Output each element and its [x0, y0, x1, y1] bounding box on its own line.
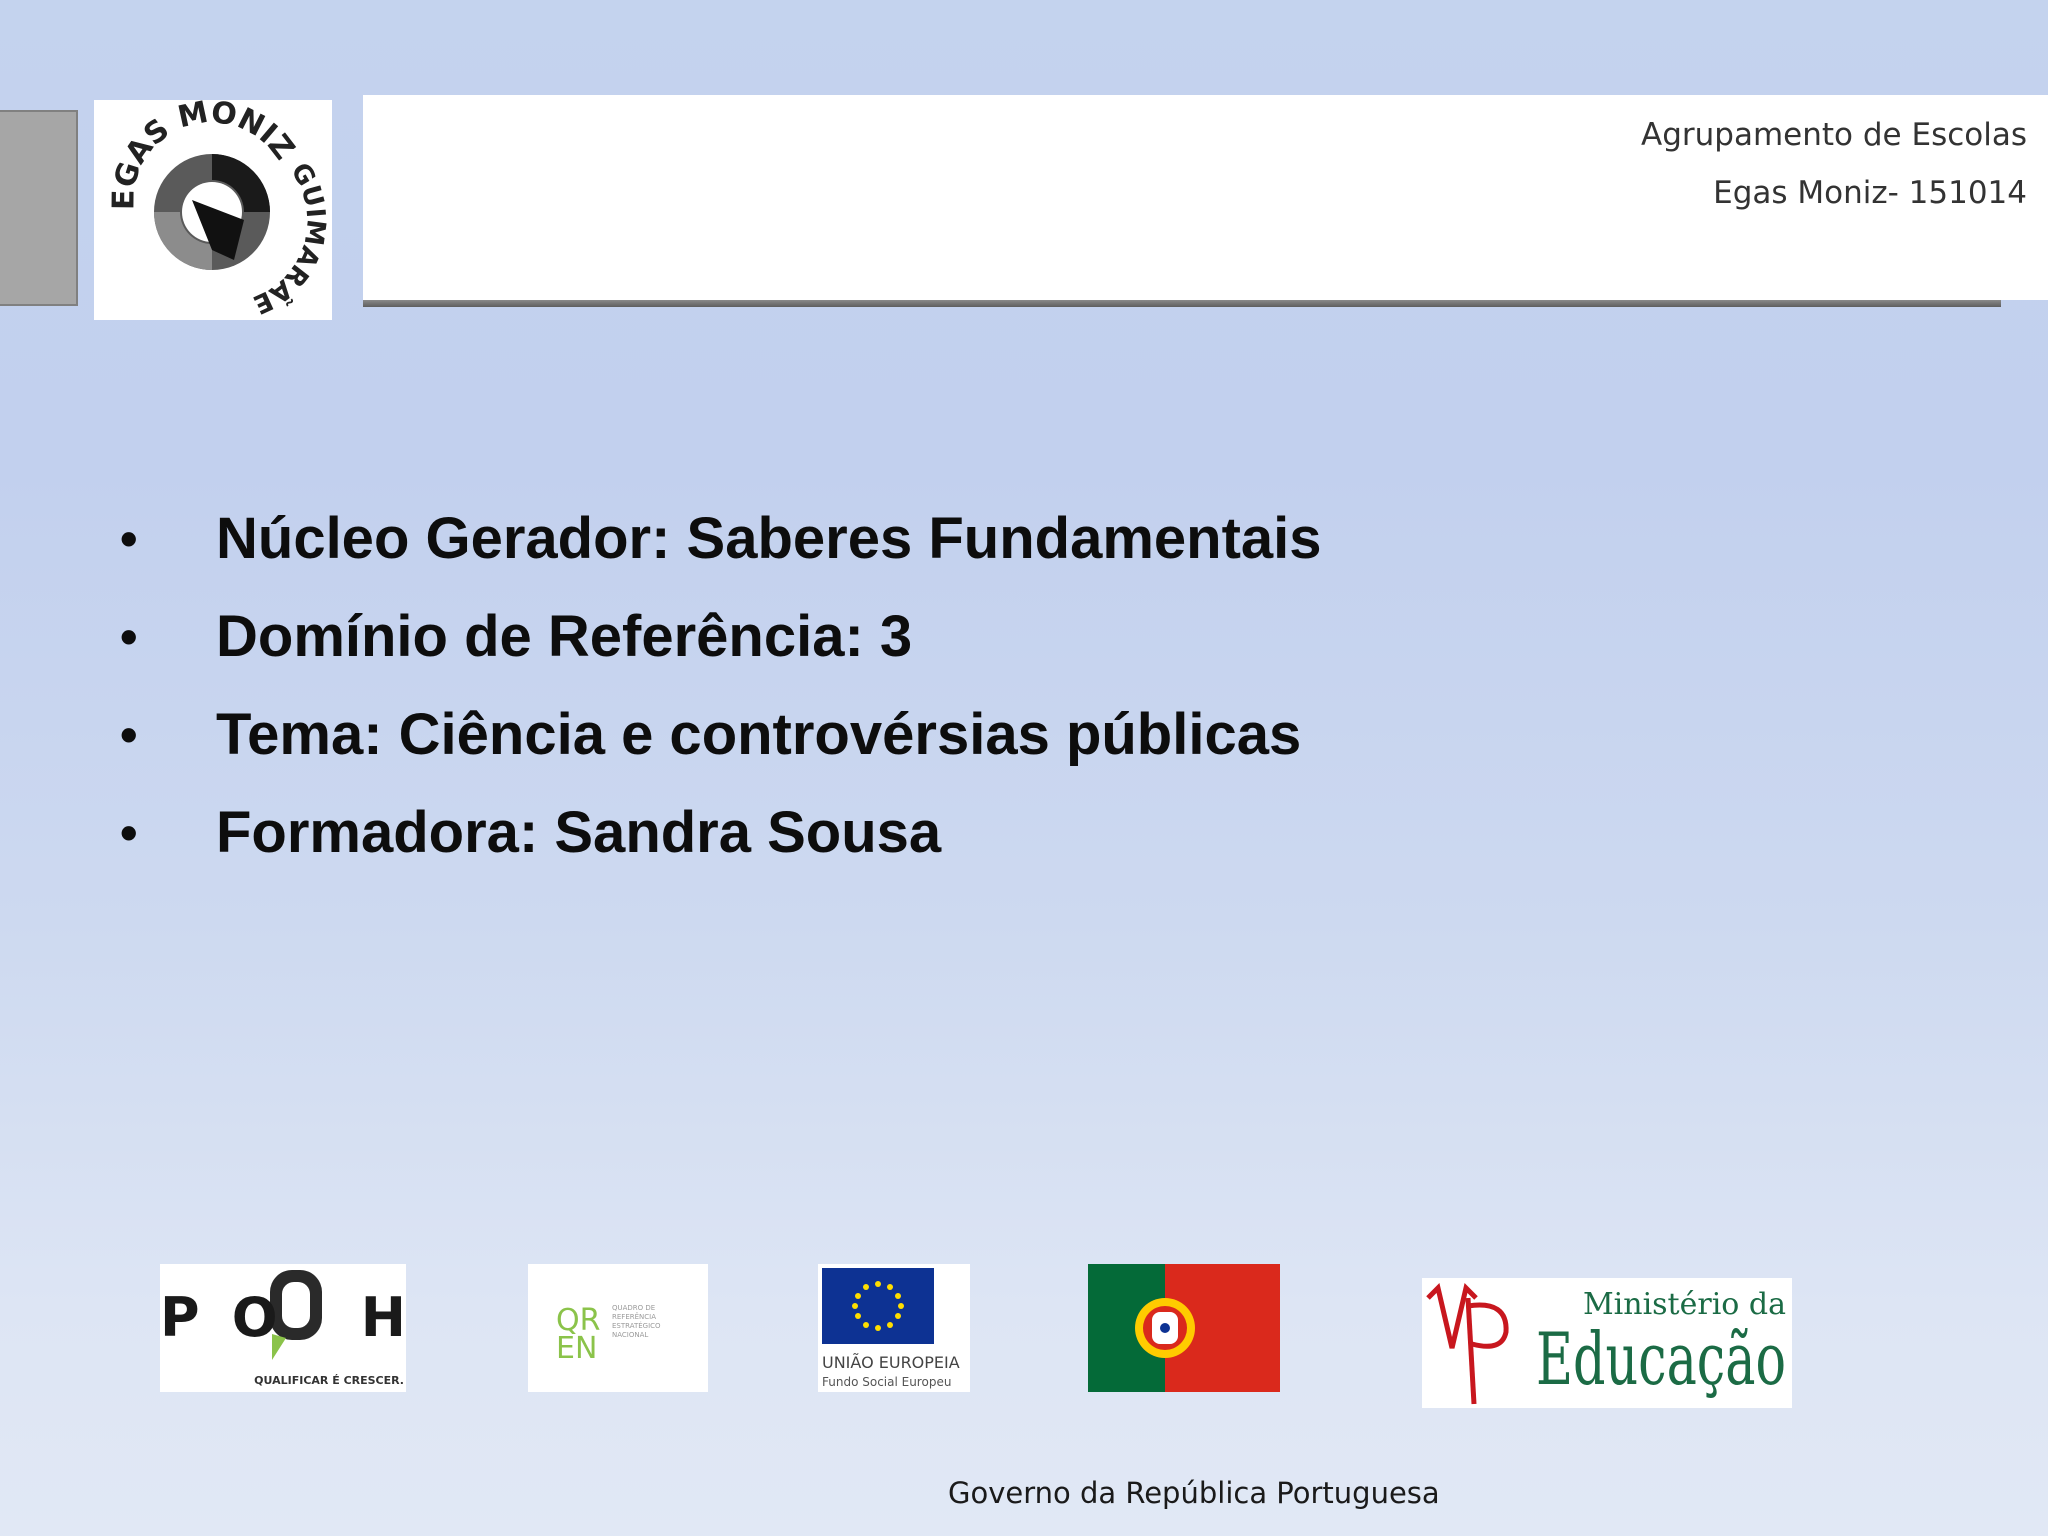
bullet-item — [120, 696, 1322, 794]
qren-logo — [528, 1264, 708, 1392]
footer-text: Governo da República Portuguesa — [948, 1476, 1440, 1510]
poph-tagline: QUALIFICAR É CRESCER. — [254, 1374, 404, 1387]
bullet-list — [120, 500, 1322, 892]
school-name — [1641, 106, 2027, 222]
bullet-dot-icon: • — [120, 511, 138, 567]
bullet-item — [120, 500, 1322, 598]
school-name-line1: Agrupamento de Escolas — [1641, 117, 2027, 153]
poph-text: PO H — [160, 1286, 406, 1349]
bullet-dot-icon: • — [120, 707, 138, 763]
portugal-flag — [1088, 1264, 1280, 1392]
svg-text:QR: QR — [556, 1303, 601, 1338]
qren-text: QUADRO DE REFERÊNCIA ESTRATÉGICO NACIONAL — [612, 1304, 661, 1339]
poph-logo — [160, 1264, 406, 1392]
bullet-item — [120, 598, 1322, 696]
side-tab-decoration — [0, 110, 78, 306]
header-divider — [363, 300, 2001, 307]
ministerio-text: Ministério da — [1582, 1287, 1786, 1322]
school-name-line2: Egas Moniz- 151014 — [1713, 175, 2027, 211]
bullet-text: Tema: Ciência e controvérsias públicas — [216, 702, 1302, 767]
egas-moniz-logo — [94, 100, 332, 320]
ministerio-educacao-logo — [1422, 1278, 1792, 1408]
educacao-text: Educação — [1536, 1317, 1786, 1401]
sponsor-logos — [0, 1260, 2048, 1420]
bullet-item — [120, 794, 1322, 892]
logo-text-top: EGAS MONIZ — [106, 100, 302, 211]
eu-text-line1: UNIÃO EUROPEIA — [822, 1353, 960, 1372]
eu-logo — [818, 1264, 970, 1392]
bullet-text: Formadora: Sandra Sousa — [216, 800, 942, 865]
bullet-text: Domínio de Referência: 3 — [216, 604, 913, 669]
bullet-dot-icon: • — [120, 609, 138, 665]
eu-text-line2: Fundo Social Europeu — [822, 1375, 952, 1389]
bullet-text: Núcleo Gerador: Saberes Fundamentais — [216, 506, 1322, 571]
logo-text-bottom: GUIMARÃE — [248, 157, 331, 320]
svg-text:EN: EN — [556, 1331, 598, 1366]
bullet-dot-icon: • — [120, 805, 138, 861]
